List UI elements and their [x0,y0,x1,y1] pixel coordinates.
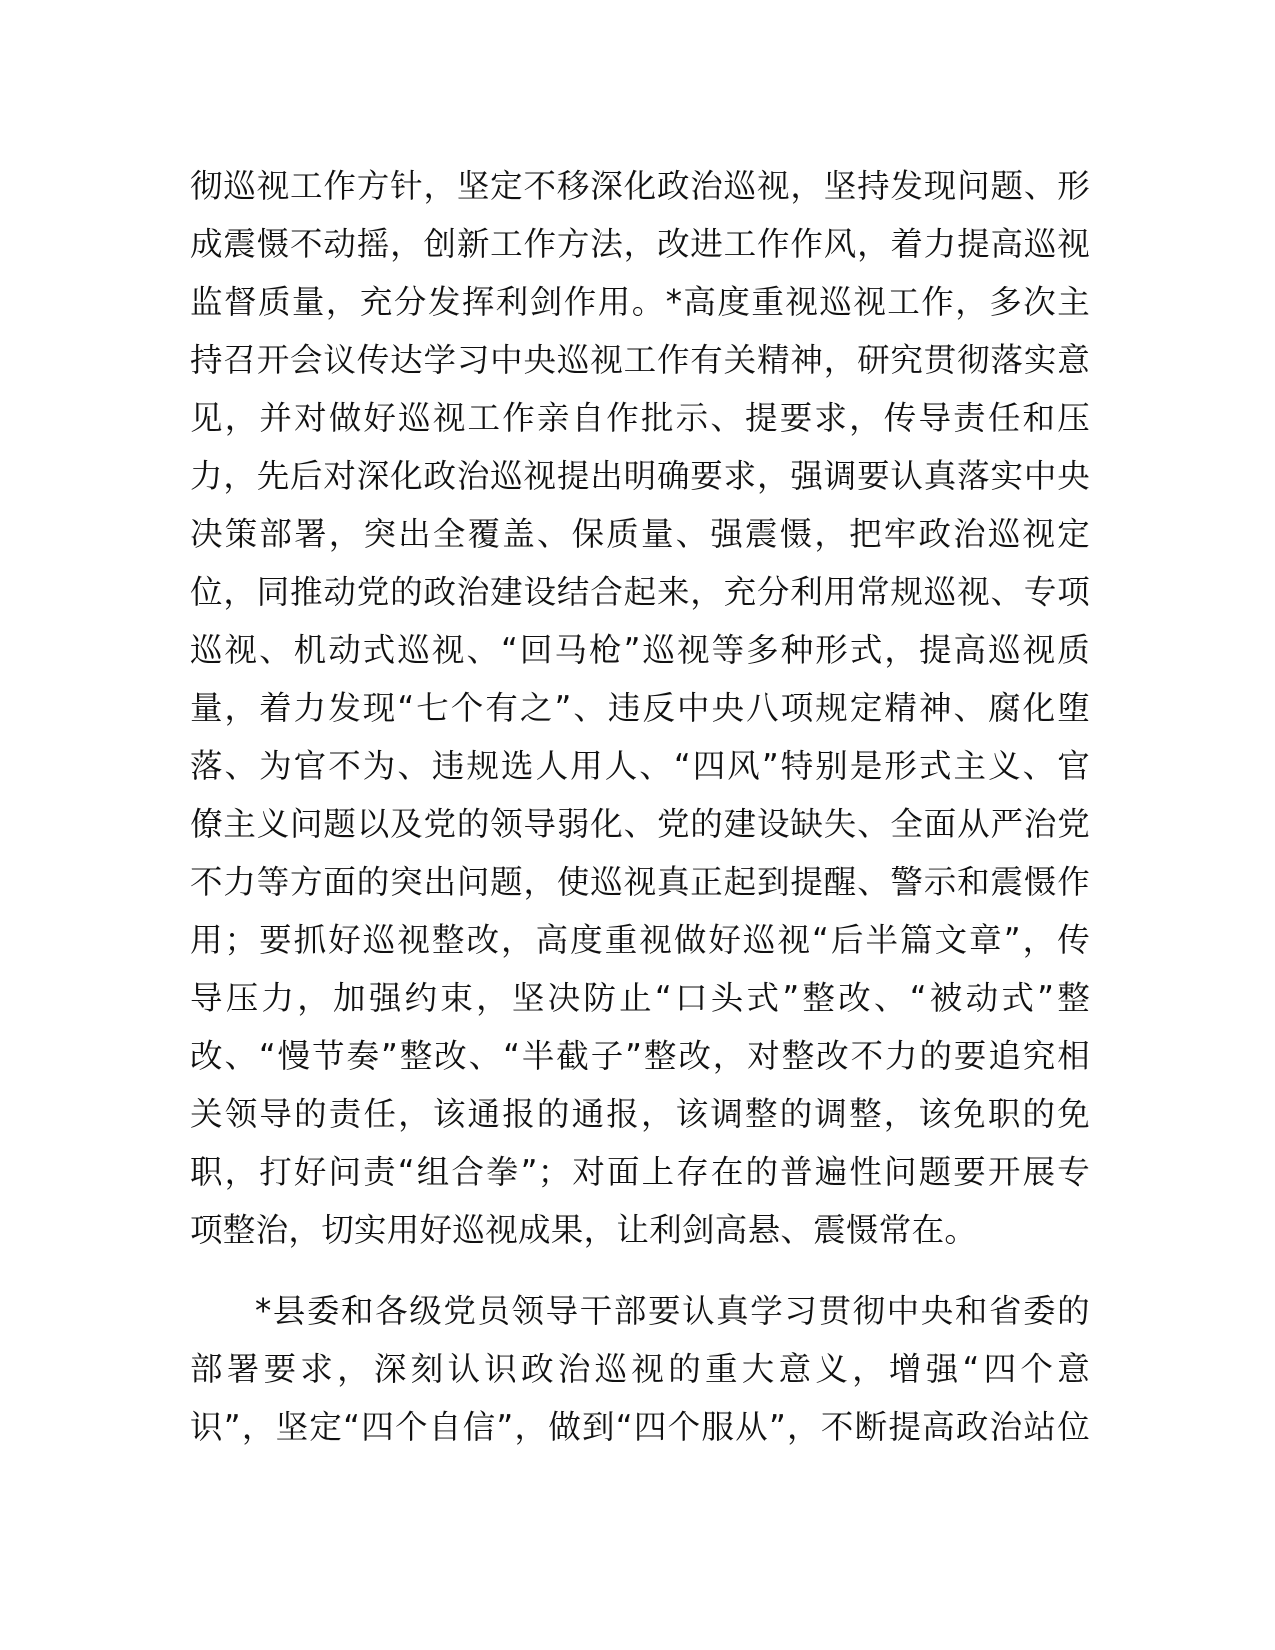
text-line: 关领导的责任，该通报的通报，该调整的调整，该免职的免 [190,1095,1090,1133]
text-line: 量，着力发现“七个有之”、违反中央八项规定精神、腐化堕 [190,689,1090,727]
text-line: 力，先后对深化政治巡视提出明确要求，强调要认真落实中央 [190,457,1090,495]
text-line: 见，并对做好巡视工作亲自作批示、提要求，传导责任和压 [190,399,1090,437]
paragraph-1 [190,157,1090,1259]
text-line: 识”，坚定“四个自信”，做到“四个服从”，不断提高政治站位 [190,1408,1090,1446]
text-line: 部署要求，深刻认识政治巡视的重大意义，增强“四个意 [190,1350,1090,1388]
text-line: 不力等方面的突出问题，使巡视真正起到提醒、警示和震慑作 [190,863,1090,901]
text-line: *县委和各级党员领导干部要认真学习贯彻中央和省委的 [255,1292,1090,1330]
text-line: 用；要抓好巡视整改，高度重视做好巡视“后半篇文章”，传 [190,921,1090,959]
text-line: 持召开会议传达学习中央巡视工作有关精神，研究贯彻落实意 [190,341,1090,379]
text-line: 位，同推动党的政治建设结合起来，充分利用常规巡视、专项 [190,573,1090,611]
text-line: 导压力，加强约束，坚决防止“口头式”整改、“被动式”整 [190,979,1090,1017]
text-line: 巡视、机动式巡视、“回马枪”巡视等多种形式，提高巡视质 [190,631,1090,669]
paragraph-2 [190,1282,1090,1456]
text-line: 监督质量，充分发挥利剑作用。*高度重视巡视工作，多次主 [190,283,1090,321]
text-line: 项整治，切实用好巡视成果，让利剑高悬、震慑常在。 [190,1211,978,1249]
text-line: 决策部署，突出全覆盖、保质量、强震慑，把牢政治巡视定 [190,515,1090,553]
text-line: 僚主义问题以及党的领导弱化、党的建设缺失、全面从严治党 [190,805,1090,843]
text-line: 改、“慢节奏”整改、“半截子”整改，对整改不力的要追究相 [190,1037,1090,1075]
text-line: 成震慑不动摇，创新工作方法，改进工作作风，着力提高巡视 [190,225,1090,263]
text-line: 落、为官不为、违规选人用人、“四风”特别是形式主义、官 [190,747,1090,785]
text-line: 彻巡视工作方针，坚定不移深化政治巡视，坚持发现问题、形 [190,167,1090,205]
text-line: 职，打好问责“组合拳”；对面上存在的普遍性问题要开展专 [190,1153,1090,1191]
